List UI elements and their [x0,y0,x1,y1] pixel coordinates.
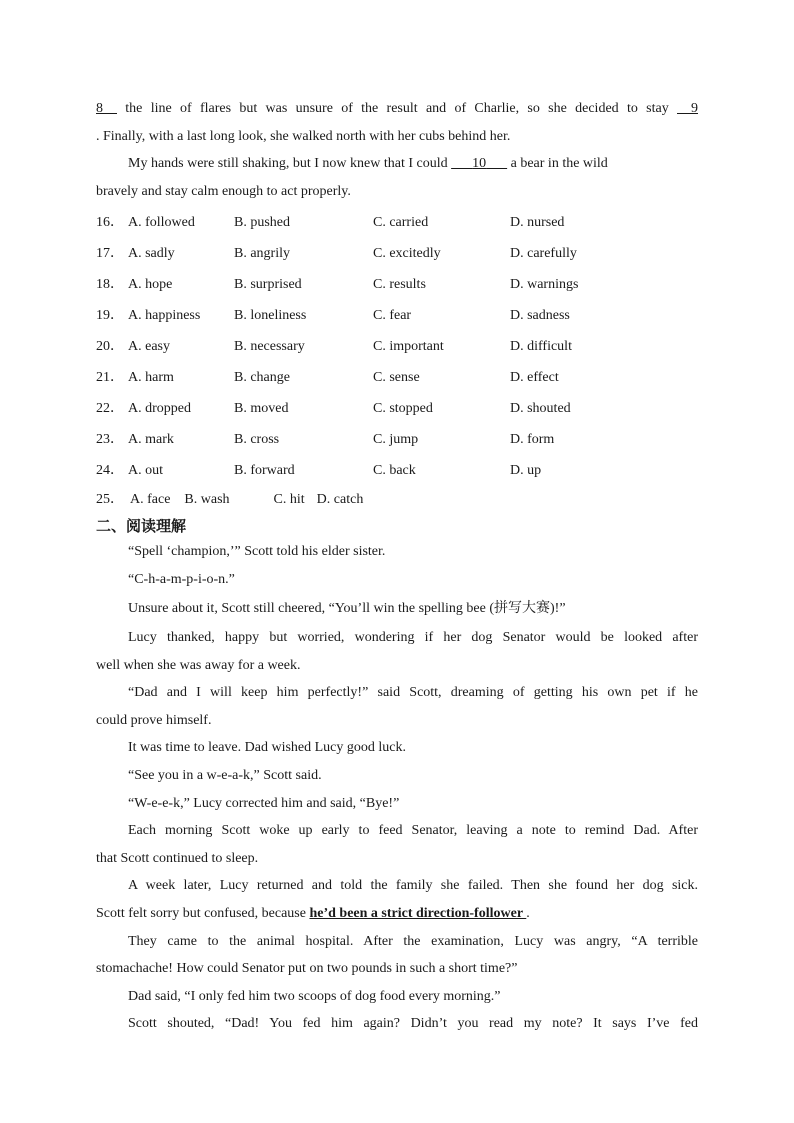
option-b[interactable]: B. necessary [234,339,305,354]
question-row [96,362,698,393]
option-b[interactable]: B. change [234,370,290,385]
reading-paragraph: It was time to leave. Dad wished Lucy good luck. [128,740,406,756]
reading-paragraph: “Spell ‘champion,’” Scott told his elder sister. [128,544,386,559]
passage-line-3 [96,150,698,178]
option-b[interactable]: B. pushed [234,215,290,230]
blank-10-pad [451,156,472,171]
question-row [96,238,698,269]
question-row [96,455,698,486]
reading-paragraph-cont: stomachache! How could Senator put on two pounds in such a short time?” [96,961,518,977]
option-d[interactable]: D. difficult [510,339,572,354]
option-d[interactable]: D. form [510,432,555,447]
question-number: 19． [96,308,124,323]
blank-10-pad-r [486,156,507,171]
passage-text: a bear in the wild [507,156,608,171]
text: . [526,905,530,921]
option-c[interactable]: C. stopped [373,401,433,416]
question-row [96,269,698,300]
reading-paragraph-cont: that Scott continued to sleep. [96,850,259,866]
reading-paragraph: “W-e-e-k,” Lucy corrected him and said, “Bye!” [128,795,400,811]
option-a[interactable]: A. mark [128,432,174,447]
question-row [96,207,698,238]
blank-8-pad [103,101,117,116]
option-d[interactable]: D. effect [510,370,559,385]
question-number: 17． [96,246,124,261]
reading-paragraph: Each morning Scott woke up early to feed Senator, leaving a note to remind Dad. After [128,823,698,839]
option-c[interactable]: C. results [373,277,426,292]
reading-paragraph: “See you in a w-e-a-k,” Scott said. [128,767,322,783]
option-a[interactable]: A. hope [128,277,173,292]
option-d[interactable]: D. warnings [510,277,579,292]
option-a[interactable]: A. happiness [128,308,201,323]
option-c[interactable]: C. jump [373,432,419,447]
blank-9: 9 [691,101,698,116]
section-title: 二、阅读理解 [96,517,187,535]
blank-8: 8 [96,101,103,116]
option-b[interactable]: B. surprised [234,277,302,292]
question-number: 20． [96,339,124,354]
option-a[interactable]: A. dropped [128,401,191,416]
question-number: 24． [96,463,124,478]
passage-line-1 [96,95,698,123]
option-c[interactable]: C. hit [273,492,305,507]
reading-paragraph: “Dad and I will keep him perfectly!” said Scott, dreaming of getting his own pet if he [128,685,698,701]
option-a[interactable]: A. easy [128,339,170,354]
passage-text: the line of flares but was unsure of the result and of Charlie, so she decided to stay [117,101,677,116]
option-b[interactable]: B. cross [234,432,280,447]
reading-paragraph: Dad said, “I only fed him two scoops of dog food every morning.” [128,988,501,1004]
question-list [96,207,698,486]
question-25 [96,486,698,514]
option-c[interactable]: C. back [373,463,416,478]
option-b[interactable]: B. forward [234,463,295,478]
blank-10: 10 [472,156,487,171]
passage-text: My hands were still shaking, but I now knew that I could [128,156,452,171]
underlined-phrase: he’d been a strict direction-follower [309,905,527,921]
option-b[interactable]: B. wash [184,492,230,507]
option-a[interactable]: A. out [128,463,163,478]
reading-paragraph: Scott shouted, “Dad! You fed him again? Didn’t you read my note? It says I’ve fed [128,1016,698,1032]
option-c[interactable]: C. sense [373,370,420,385]
question-row [96,424,698,455]
option-d[interactable]: D. catch [316,492,364,507]
option-d[interactable]: D. nursed [510,215,565,230]
question-number: 23． [96,432,124,447]
reading-paragraph: “C-h-a-m-p-i-o-n.” [128,572,235,587]
passage-line-4: bravely and stay calm enough to act properly. [96,183,351,199]
option-d[interactable]: D. shouted [510,401,571,416]
question-number: 16． [96,215,124,230]
option-a[interactable]: A. face [130,492,171,507]
reading-paragraph-cont: well when she was away for a week. [96,657,301,673]
option-a[interactable]: A. sadly [128,246,175,261]
question-row [96,393,698,424]
text: Scott felt sorry but confused, because [96,905,310,921]
reading-paragraph: Lucy thanked, happy but worried, wondering if her dog Senator would be looked after [128,630,698,645]
option-c[interactable]: C. excitedly [373,246,441,261]
option-d[interactable]: D. up [510,463,542,478]
question-number: 22． [96,401,124,416]
question-row [96,300,698,331]
option-a[interactable]: A. harm [128,370,174,385]
question-number: 18． [96,277,124,292]
option-b[interactable]: B. angrily [234,246,290,261]
blank-9-pad [677,101,691,116]
reading-paragraph-cont [96,900,698,928]
option-c[interactable]: C. important [373,339,444,354]
reading-paragraph: A week later, Lucy returned and told the family she failed. Then she found her dog sick. [128,878,698,894]
reading-paragraph: Unsure about it, Scott still cheered, “You’ll win the spelling bee (拼写大赛)!” [128,601,566,616]
option-c[interactable]: C. carried [373,215,429,230]
option-d[interactable]: D. carefully [510,246,577,261]
option-a[interactable]: A. followed [128,215,195,230]
question-number: 25． [96,492,124,507]
reading-paragraph: They came to the animal hospital. After the examination, Lucy was angry, “A terrible [128,933,698,949]
option-b[interactable]: B. loneliness [234,308,307,323]
option-c[interactable]: C. fear [373,308,412,323]
document-page [96,95,698,1038]
question-number: 21． [96,370,124,385]
question-row [96,331,698,362]
option-b[interactable]: B. moved [234,401,289,416]
option-d[interactable]: D. sadness [510,308,570,323]
passage-line-2: . Finally, with a last long look, she walked north with her cubs behind her. [96,128,511,144]
reading-paragraph-cont: could prove himself. [96,712,212,728]
